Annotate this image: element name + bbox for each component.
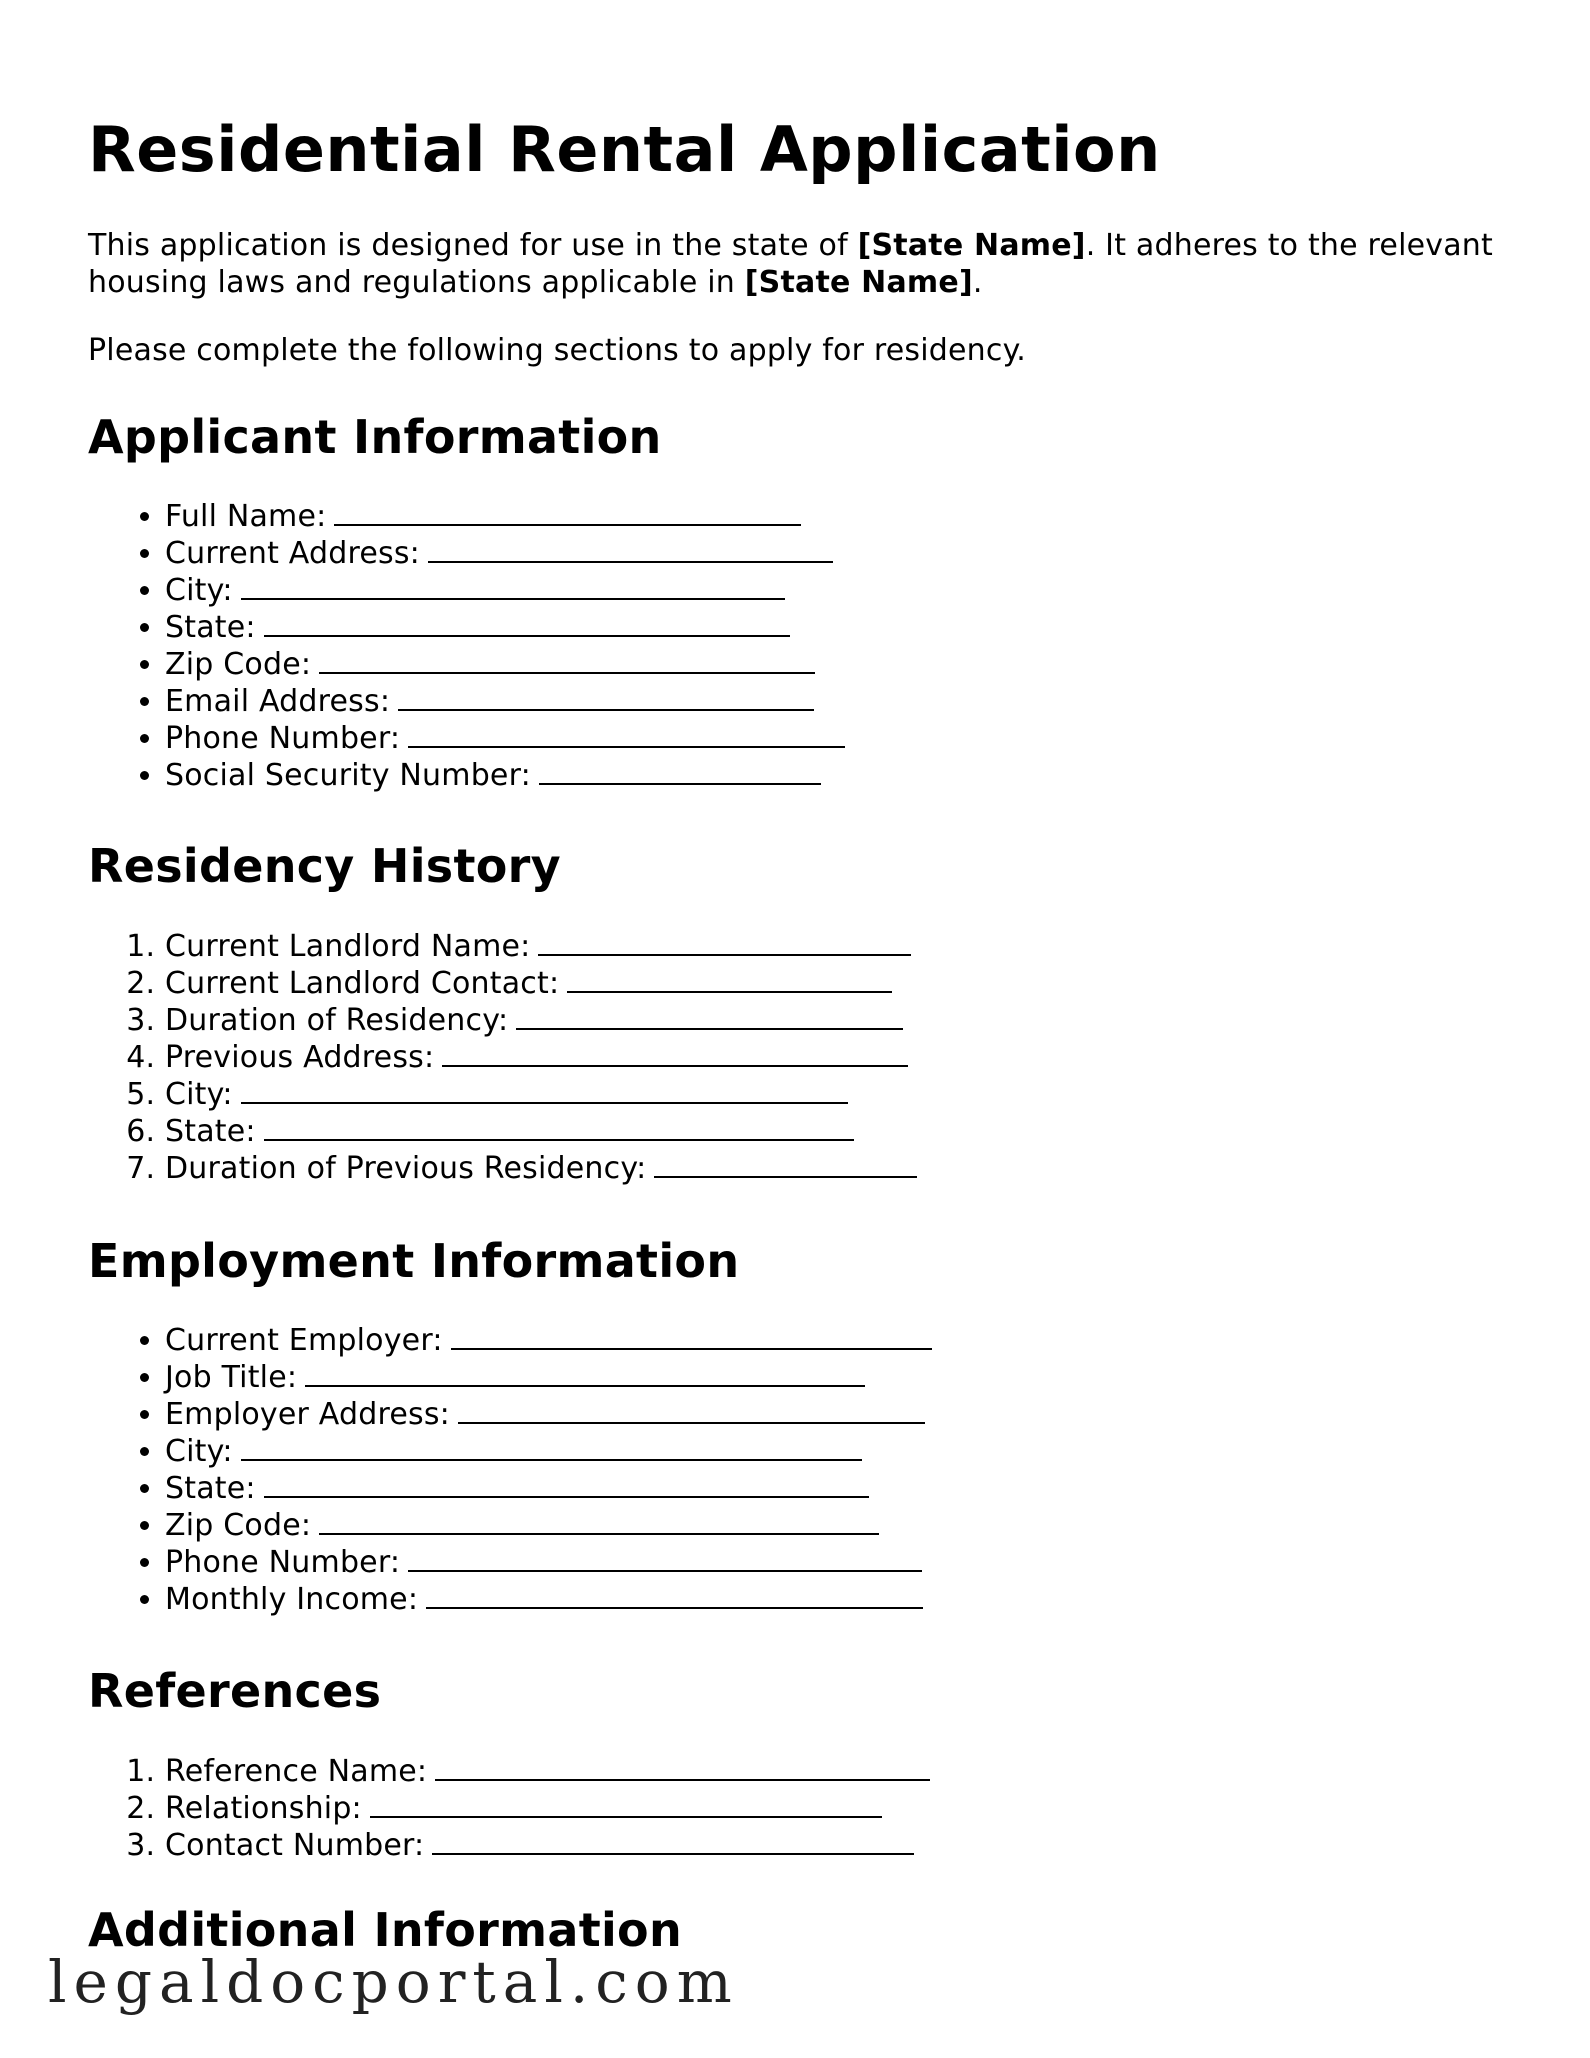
fill-in-blank[interactable] xyxy=(442,1039,908,1067)
fill-in-blank[interactable] xyxy=(305,1359,865,1387)
field-label: Email Address: xyxy=(165,684,391,719)
intro-paragraph xyxy=(88,227,1508,301)
references-fields-list xyxy=(88,1753,1508,1864)
list-item xyxy=(165,535,1508,572)
list-item xyxy=(165,1790,1508,1827)
fill-in-blank[interactable] xyxy=(370,1790,882,1818)
list-item xyxy=(165,1002,1508,1039)
field-label: Full Name: xyxy=(165,499,327,534)
list-item xyxy=(165,1076,1508,1113)
field-label: Reference Name: xyxy=(165,1754,428,1789)
fill-in-blank[interactable] xyxy=(654,1150,917,1178)
field-label: City: xyxy=(165,1077,233,1112)
state-name-placeholder-1: [State Name] xyxy=(857,228,1086,263)
fill-in-blank[interactable] xyxy=(408,720,845,748)
fill-in-blank[interactable] xyxy=(241,1433,862,1461)
list-item xyxy=(165,1470,1508,1507)
field-label: Employer Address: xyxy=(165,1397,450,1432)
list-item xyxy=(165,1827,1508,1864)
field-label: Current Address: xyxy=(165,536,420,571)
list-item xyxy=(165,928,1508,965)
fill-in-blank[interactable] xyxy=(264,1113,854,1141)
intro-text-2: . It adheres to the relevant housing laws and regulations applicable in xyxy=(88,228,1493,300)
field-label: Zip Code: xyxy=(165,647,312,682)
intro-text-3: . xyxy=(972,265,983,300)
list-item xyxy=(165,609,1508,646)
fill-in-blank[interactable] xyxy=(451,1322,932,1350)
applicant-fields-list xyxy=(88,498,1508,794)
residency-fields-list xyxy=(88,928,1508,1187)
section-heading-residency: Residency History xyxy=(88,839,561,893)
instruction-paragraph: Please complete the following sections to apply for residency. xyxy=(88,333,1026,368)
list-item xyxy=(165,683,1508,720)
fill-in-blank[interactable] xyxy=(432,1827,914,1855)
fill-in-blank[interactable] xyxy=(319,646,815,674)
fill-in-blank[interactable] xyxy=(458,1396,925,1424)
fill-in-blank[interactable] xyxy=(264,609,790,637)
field-label: Current Employer: xyxy=(165,1323,443,1358)
fill-in-blank[interactable] xyxy=(516,1002,903,1030)
page-title: Residential Rental Application xyxy=(88,113,1161,186)
list-item xyxy=(165,1544,1508,1581)
field-label: City: xyxy=(165,1434,233,1469)
document-page xyxy=(88,0,1508,1958)
field-label: State: xyxy=(165,1471,256,1506)
list-item xyxy=(165,1753,1508,1790)
field-label: Relationship: xyxy=(165,1791,362,1826)
field-label: Current Landlord Name: xyxy=(165,929,531,964)
field-label: State: xyxy=(165,1114,256,1149)
fill-in-blank[interactable] xyxy=(241,1076,848,1104)
field-label: City: xyxy=(165,573,233,608)
list-item xyxy=(165,1322,1508,1359)
list-item xyxy=(165,1433,1508,1470)
fill-in-blank[interactable] xyxy=(264,1470,869,1498)
field-label: Contact Number: xyxy=(165,1828,425,1863)
field-label: Duration of Residency: xyxy=(165,1003,509,1038)
list-item xyxy=(165,646,1508,683)
list-item xyxy=(165,757,1508,794)
field-label: Phone Number: xyxy=(165,1545,401,1580)
section-heading-references: References xyxy=(88,1664,382,1718)
intro-text-1: This application is designed for use in the state of xyxy=(88,228,858,263)
section-heading-applicant: Applicant Information xyxy=(88,410,662,464)
list-item xyxy=(165,1507,1508,1544)
field-label: Job Title: xyxy=(165,1360,298,1395)
state-name-placeholder-2: [State Name] xyxy=(744,265,973,300)
fill-in-blank[interactable] xyxy=(334,498,801,526)
field-label: Monthly Income: xyxy=(165,1582,419,1617)
field-label: Phone Number: xyxy=(165,721,401,756)
field-label: Duration of Previous Residency: xyxy=(165,1151,647,1186)
list-item xyxy=(165,572,1508,609)
fill-in-blank[interactable] xyxy=(567,965,892,993)
field-label: Current Landlord Contact: xyxy=(165,966,560,1001)
list-item xyxy=(165,720,1508,757)
field-label: Zip Code: xyxy=(165,1508,312,1543)
list-item xyxy=(165,498,1508,535)
fill-in-blank[interactable] xyxy=(319,1507,879,1535)
list-item xyxy=(165,1113,1508,1150)
list-item xyxy=(165,965,1508,1002)
field-label: Previous Address: xyxy=(165,1040,435,1075)
fill-in-blank[interactable] xyxy=(241,572,785,600)
list-item xyxy=(165,1396,1508,1433)
list-item xyxy=(165,1150,1508,1187)
fill-in-blank[interactable] xyxy=(398,683,814,711)
employment-fields-list xyxy=(88,1322,1508,1618)
list-item xyxy=(165,1581,1508,1618)
fill-in-blank[interactable] xyxy=(408,1544,922,1572)
list-item xyxy=(165,1359,1508,1396)
watermark-logo: legaldocportal.com xyxy=(48,1948,739,2016)
list-item xyxy=(165,1039,1508,1076)
field-label: State: xyxy=(165,610,256,645)
fill-in-blank[interactable] xyxy=(539,757,821,785)
fill-in-blank[interactable] xyxy=(538,928,911,956)
fill-in-blank[interactable] xyxy=(435,1753,930,1781)
fill-in-blank[interactable] xyxy=(428,535,833,563)
section-heading-additional: Additional Information xyxy=(88,1903,682,1957)
fill-in-blank[interactable] xyxy=(426,1581,923,1609)
section-heading-employment: Employment Information xyxy=(88,1234,740,1288)
field-label: Social Security Number: xyxy=(165,758,531,793)
